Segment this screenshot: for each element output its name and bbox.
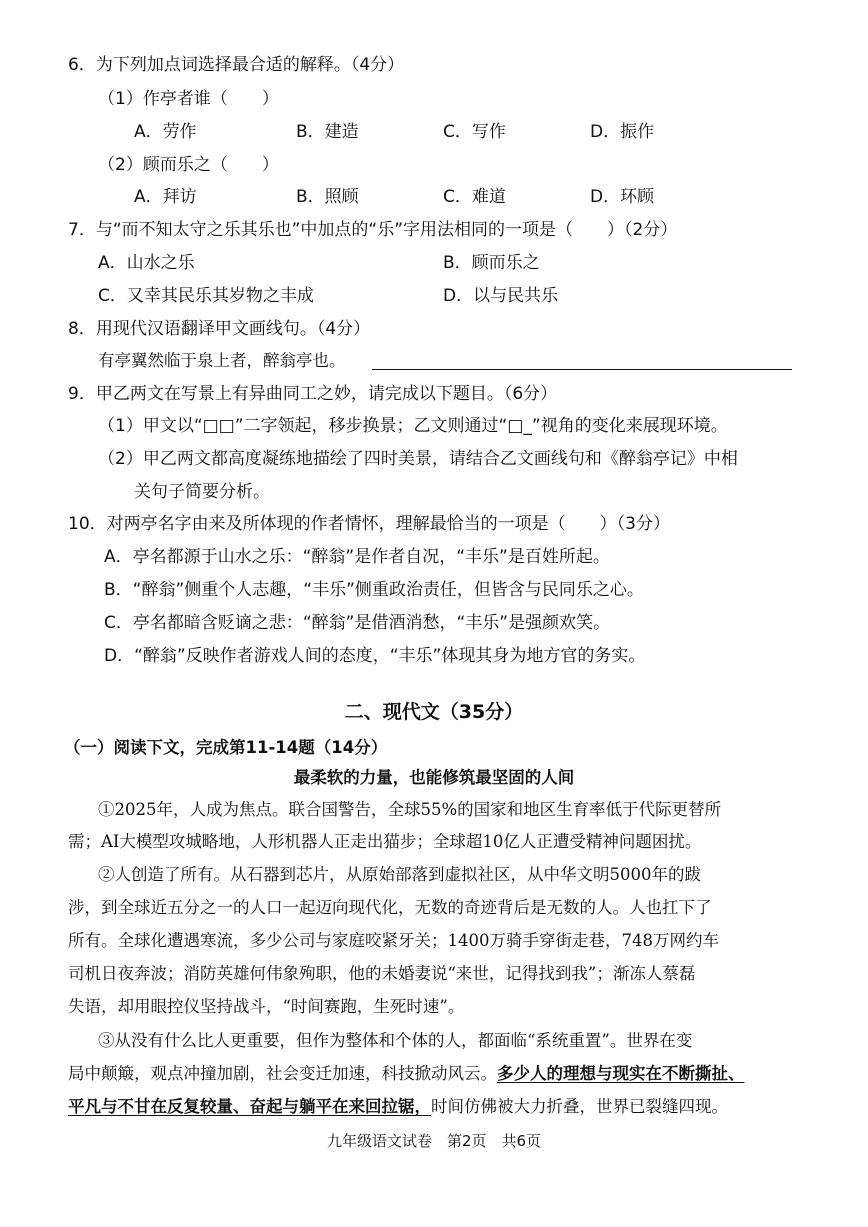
- q6-sub1: （1）作亭者谁（ ）: [98, 89, 279, 109]
- q6-sub1-opt-d: D．振作: [590, 122, 655, 142]
- p1-line1: ①2025年，人成为焦点。联合国警告，全球55%的国家和地区生育率低于代际更替所: [98, 800, 722, 819]
- q6-sub2-opt-a: A．拜访: [134, 187, 197, 207]
- p2-line4: 司机日夜奔波；消防英雄何伟象殉职，他的未婚妻说“来世，记得找到我”；渐冻人蔡磊: [68, 964, 696, 983]
- q9-sub2-line2: 关句子简要分析。: [134, 482, 270, 502]
- q8-answer-line[interactable]: [372, 368, 792, 370]
- p3-underlined-text-2: 平凡与不甘在反复较量、奋起与躺平在来回拉锯，: [68, 1097, 431, 1116]
- p2-line5: 失语，却用眼控仪坚持战斗，“时间赛跑，生死时速”。: [68, 997, 465, 1016]
- p3-line1: ③从没有什么比人更重要，但作为整体和个体的人，都面临“系统重置”。世界在变: [98, 1031, 693, 1050]
- q7-opt-a: A．山水之乐: [98, 253, 195, 273]
- q9-stem: 9．甲乙两文在写景上有异曲同工之妙，请完成以下题目。（6分）: [68, 384, 558, 404]
- q10-stem: 10．对两亭名字由来及所体现的作者情怀，理解最恰当的一项是（ ）（3分）: [68, 514, 670, 534]
- q6-sub1-opt-a: A．劳作: [134, 122, 197, 142]
- q6-sub2-opt-d: D．环顾: [590, 187, 655, 207]
- q7-opt-c: C．又幸其民乐其岁物之丰成: [98, 286, 314, 306]
- p2-line2: 涉，到全球近五分之一的人口一起迈向现代化，无数的奇迹背后是无数的人。人也扛下了: [68, 898, 712, 917]
- q9-sub1: （1）甲文以“□□”二字领起，移步换景；乙文则通过“□_”视角的变化来展现环境。: [98, 416, 728, 436]
- q10-opt-c: C．亭名都暗含贬谪之悲：“醉翁”是借酒消愁，“丰乐”是强颜欢笑。: [104, 613, 611, 633]
- q7-stem: 7．与“而不知太守之乐其乐也”中加点的“乐”字用法相同的一项是（ ）（2分）: [68, 220, 678, 240]
- q10-opt-d: D．“醉翁”反映作者游戏人间的态度，“丰乐”体现其身为地方官的务实。: [104, 646, 646, 666]
- q9-sub2-line1: （2）甲乙两文都高度凝练地描绘了四时美景，请结合乙文画线句和《醉翁亭记》中相: [98, 449, 738, 469]
- p2-line3: 所有。全球化遭遇寒流，多少公司与家庭咬紧牙关；1400万骑手穿街走巷，748万网约车: [68, 931, 719, 950]
- article-title: 最柔软的力量，也能修筑最坚固的人间: [293, 768, 575, 787]
- q6-sub1-opt-c: C．写作: [443, 122, 506, 142]
- q8-stem: 8．用现代汉语翻译甲文画线句。（4分）: [68, 319, 371, 339]
- p3-line3-text: 时间仿佛被大力折叠，世界已裂缝四现。: [431, 1097, 728, 1116]
- p2-line1: ②人创造了所有。从石器到芯片，从原始部落到虚拟社区，从中华文明5000年的跋: [98, 865, 701, 884]
- q6-sub1-opt-b: B．建造: [296, 122, 359, 142]
- q6-stem: 6．为下列加点词选择最合适的解释。（4分）: [68, 55, 405, 75]
- q8-sentence: 有亭翼然临于泉上者，醉翁亭也。: [98, 351, 346, 370]
- p3-line2: [68, 1063, 745, 1085]
- q7-opt-d: D．以与民共乐: [443, 286, 559, 306]
- q6-sub2-opt-c: C．难道: [443, 187, 506, 207]
- p1-line2: 需；AI大模型攻城略地，人形机器人正走出猫步；全球超10亿人正遭受精神问题困扰。: [68, 832, 702, 851]
- q7-opt-b: B．顾而乐之: [443, 253, 540, 273]
- p3-underlined-text-1: 多少人的理想与现实在不断撕扯、: [497, 1064, 745, 1083]
- p3-line3: [68, 1096, 728, 1118]
- q10-opt-b: B．“醉翁”侧重个人志趣，“丰乐”侧重政治责任，但皆含与民同乐之心。: [104, 580, 644, 600]
- q6-sub2: （2）顾而乐之（ ）: [98, 155, 279, 175]
- q6-sub2-opt-b: B．照顾: [296, 187, 359, 207]
- p3-line2-text: 局中颠簸，观点冲撞加剧，社会变迁加速，科技掀动风云。: [68, 1064, 497, 1083]
- section-title: 二、现代文（35分）: [344, 701, 524, 723]
- part-heading: （一）阅读下文，完成第11-14题（14分）: [64, 738, 388, 757]
- q10-opt-a: A．亭名都源于山水之乐：“醉翁”是作者自况，“丰乐”是百姓所起。: [104, 547, 610, 567]
- page-footer: 九年级语文试卷 第2页 共6页: [326, 1132, 542, 1150]
